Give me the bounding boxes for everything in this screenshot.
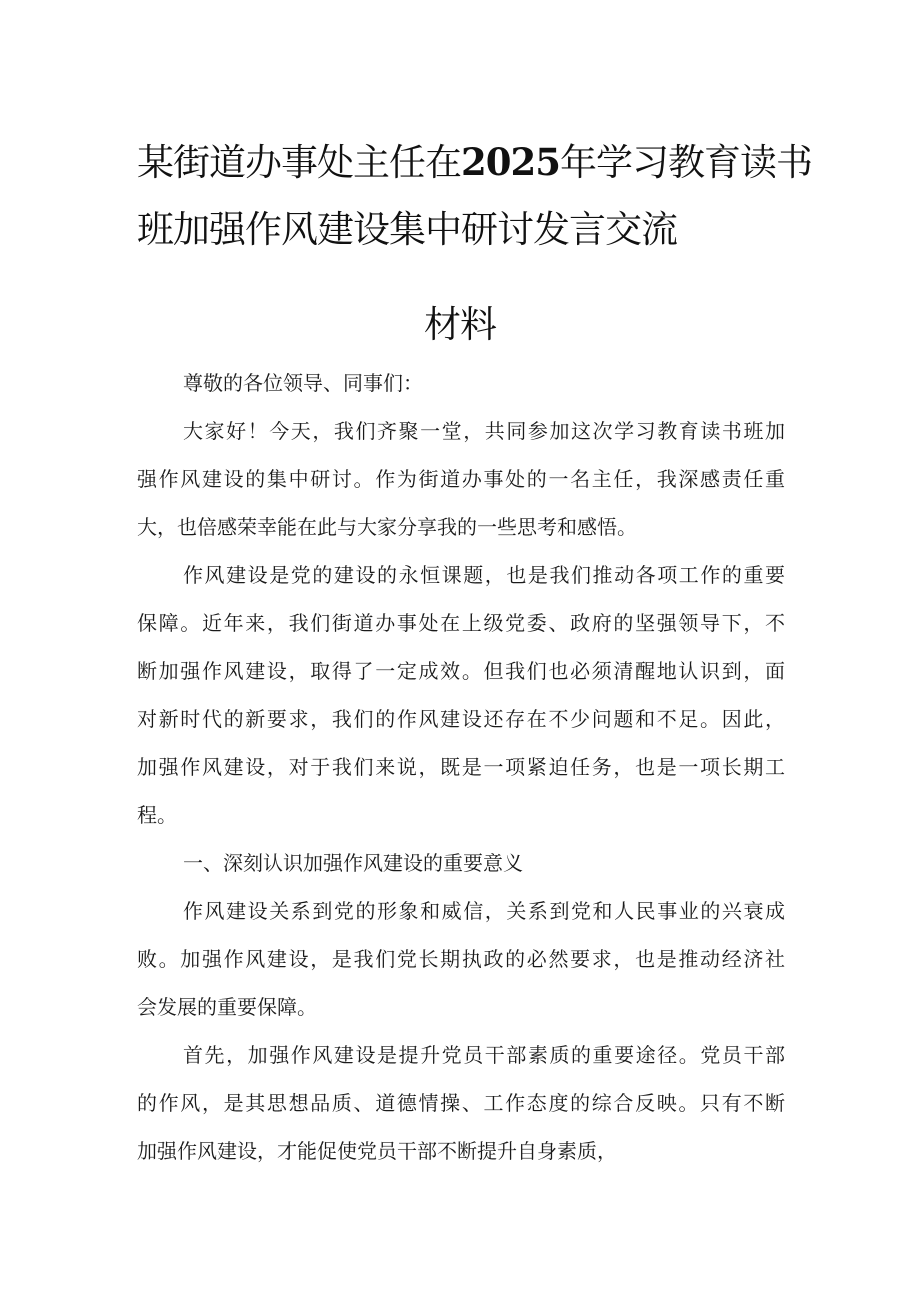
paragraph-line: 会发展的重要保障。: [137, 995, 317, 1019]
paragraph-line: 程。: [137, 803, 177, 827]
paragraph-line: 作风建设是党的建设的永恒课题，也是我们推动各项工作的重要: [183, 563, 785, 587]
paragraph-line: 保障。近年来，我们街道办事处在上级党委、政府的坚强领导下，不: [137, 611, 785, 635]
paragraph-line: 作风建设关系到党的形象和威信，关系到党和人民事业的兴衰成: [183, 899, 785, 923]
paragraph-line: 大家好！今天，我们齐聚一堂，共同参加这次学习教育读书班加: [183, 419, 785, 443]
paragraph-line: 加强作风建设，才能促使党员干部不断提升自身素质，: [137, 1139, 617, 1163]
paragraph-line: 对新时代的新要求，我们的作风建设还存在不少问题和不足。因此，: [137, 707, 785, 731]
title-text-before: 某街道办事处主任在: [137, 141, 461, 184]
paragraph-line: 的作风，是其思想品质、道德情操、工作态度的综合反映。只有不断: [137, 1091, 785, 1115]
paragraph-line: 大，也倍感荣幸能在此与大家分享我的一些思考和感悟。: [137, 515, 637, 539]
title-year: 2025: [461, 140, 560, 184]
paragraph-line: 强作风建设的集中研讨。作为街道办事处的一名主任，我深感责任重: [137, 467, 785, 491]
paragraph-line: 败。加强作风建设，是我们党长期执政的必然要求，也是推动经济社: [137, 947, 785, 971]
salutation: 尊敬的各位领导、同事们：: [183, 371, 423, 395]
paragraph-line: 断加强作风建设，取得了一定成效。但我们也必须清醒地认识到，面: [137, 659, 785, 683]
section-heading: 一、深刻认识加强作风建设的重要意义: [183, 851, 523, 875]
document-title-line-2: 班加强作风建设集中研讨发言交流: [137, 208, 677, 251]
title-text-after: 年学习教育读书: [559, 141, 812, 184]
document-title-line-1: [137, 140, 812, 184]
paragraph-line: 加强作风建设，对于我们来说，既是一项紧迫任务，也是一项长期工: [137, 755, 785, 779]
paragraph-line: 首先，加强作风建设是提升党员干部素质的重要途径。党员干部: [183, 1043, 785, 1067]
document-title-line-3: 材料: [424, 303, 496, 346]
